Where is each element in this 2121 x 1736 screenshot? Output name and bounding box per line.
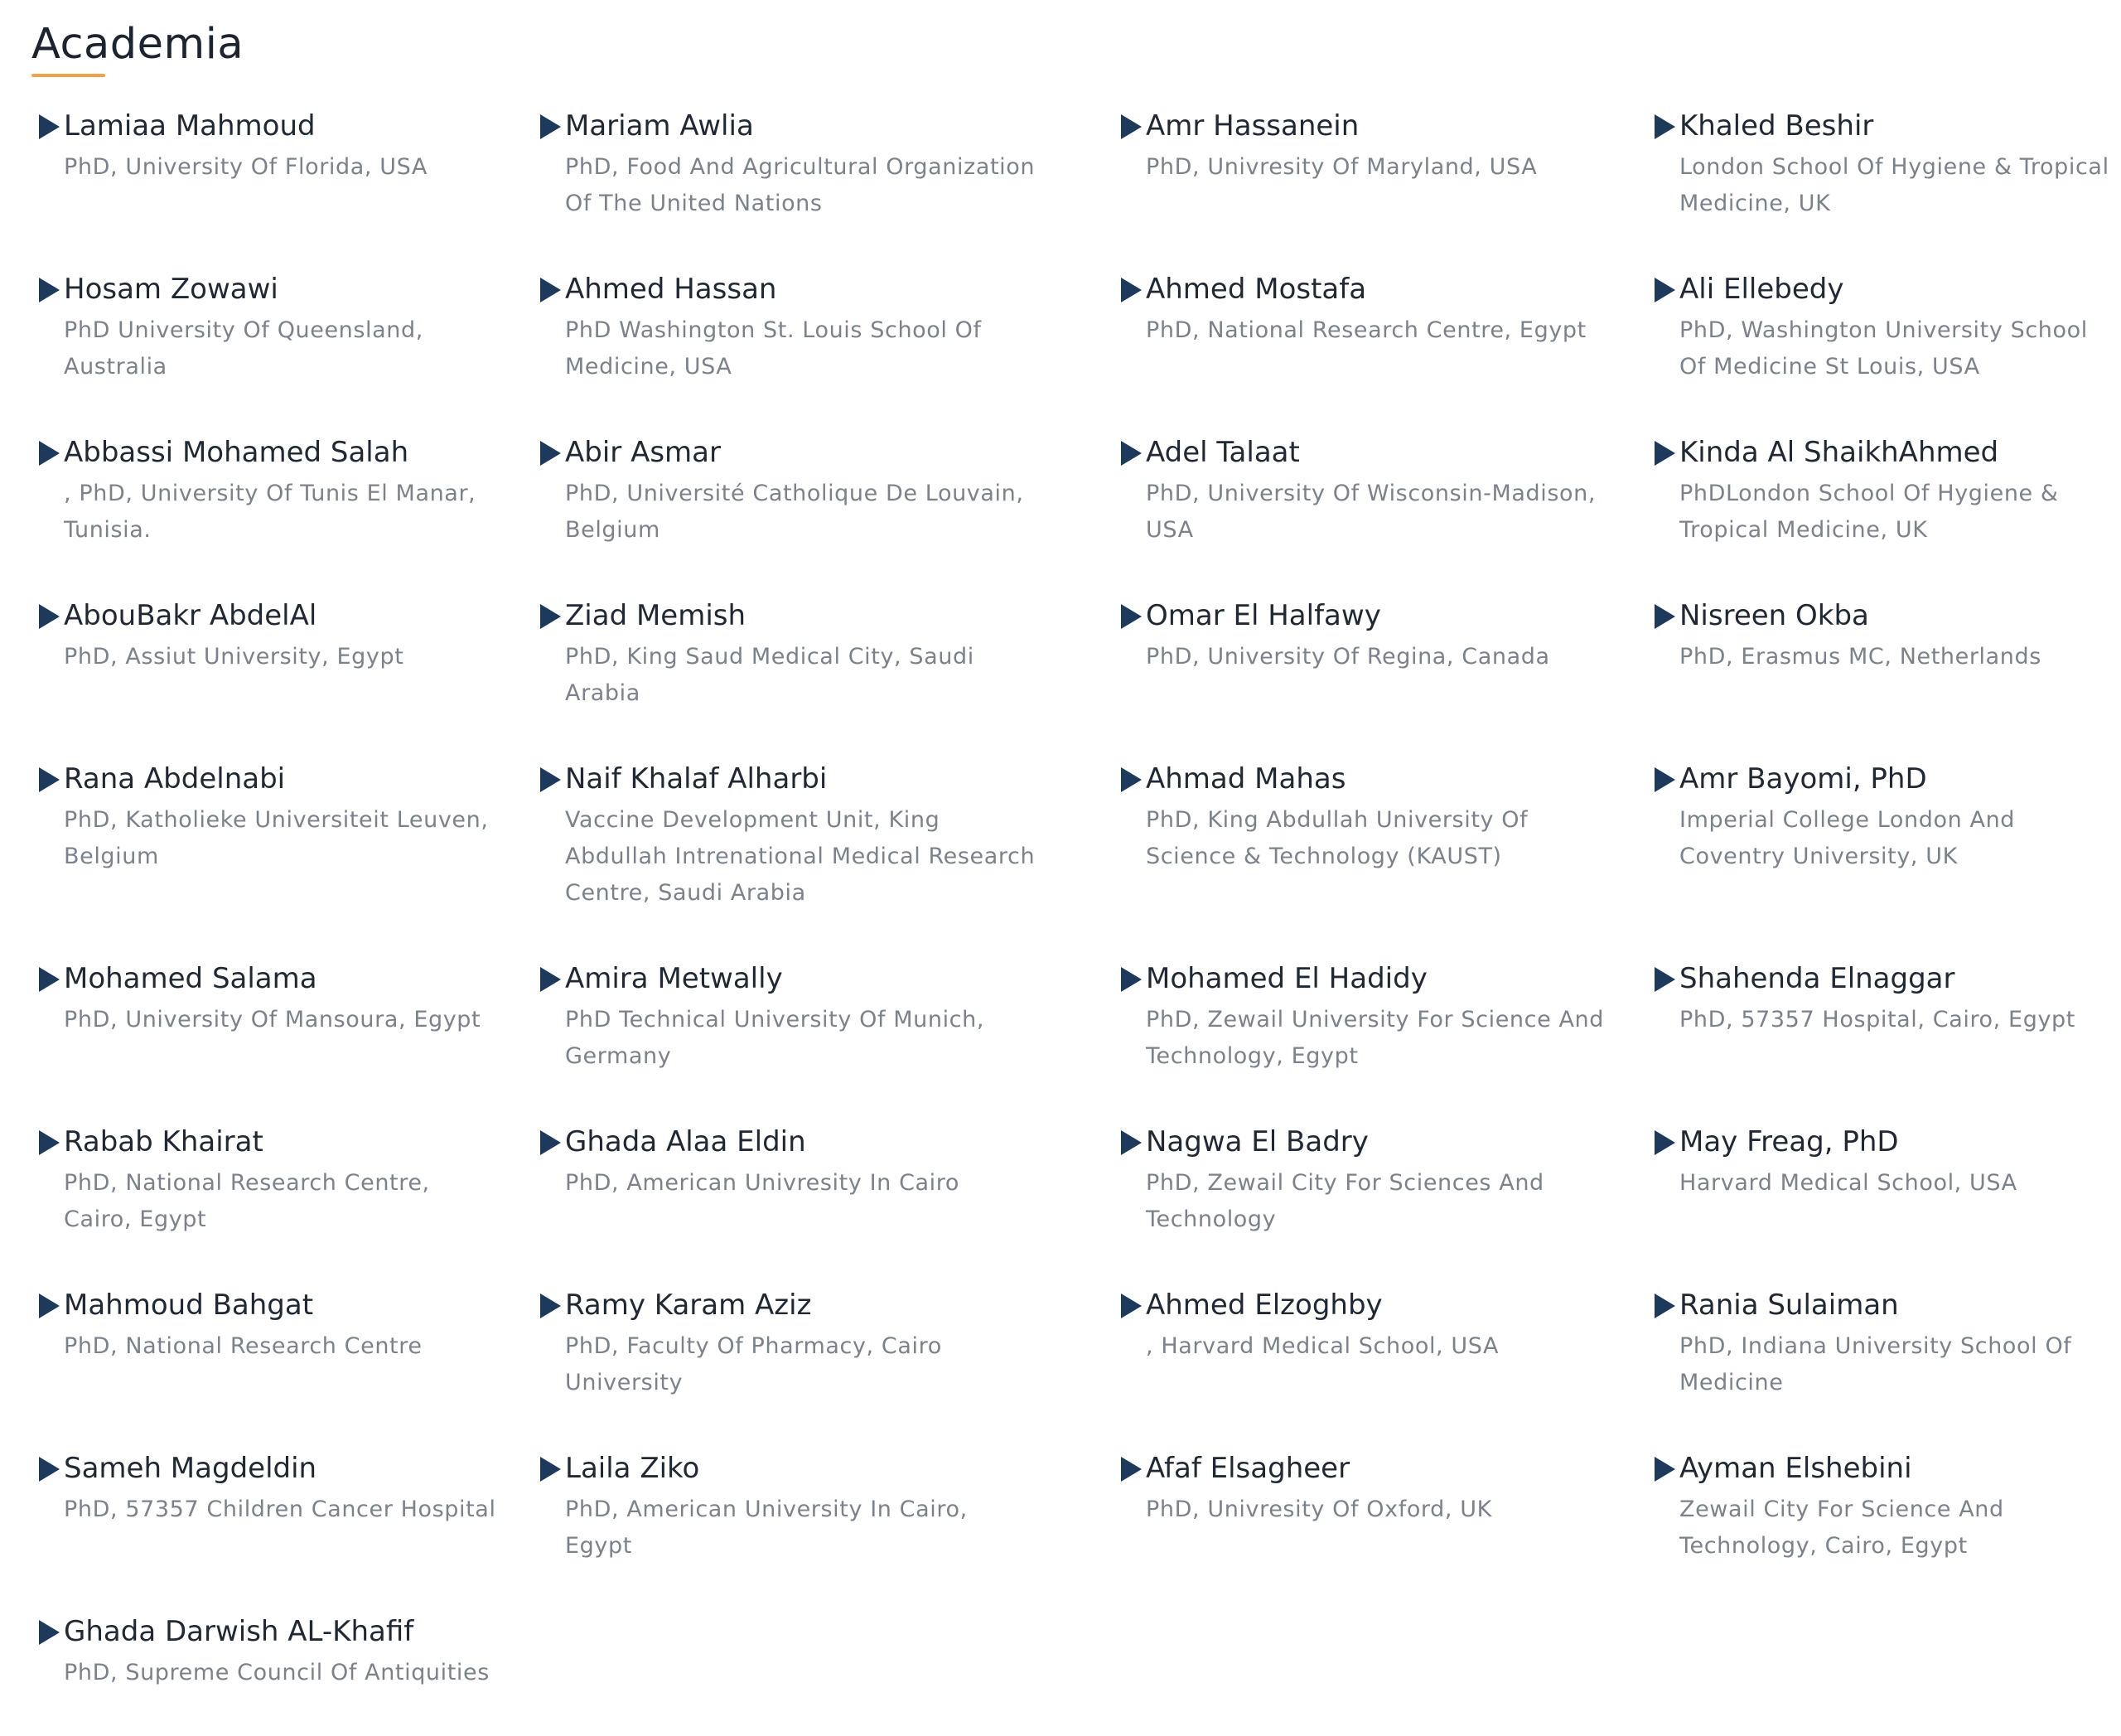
academia-entry — [1649, 960, 2113, 1038]
entry-name — [1649, 271, 2113, 307]
academia-entry — [33, 1450, 505, 1528]
entry-name-text: Adel Talaat — [1146, 436, 1300, 469]
play-arrow-icon — [540, 604, 561, 629]
academia-entry — [534, 597, 1040, 712]
academia-entry — [534, 1124, 1040, 1202]
play-arrow-icon — [1655, 1457, 1675, 1482]
play-arrow-icon — [39, 441, 60, 466]
entry-name — [33, 108, 505, 144]
entry-name-text: Naif Khalaf Alharbi — [565, 762, 828, 795]
play-arrow-icon — [1655, 1130, 1675, 1155]
entry-affiliation: PhD, Université Catholique De Louvain, Belgium — [565, 481, 1024, 543]
play-arrow-icon — [39, 1130, 60, 1155]
entry-affiliation: PhD, King Saud Medical City, Saudi Arabia — [565, 644, 974, 706]
entry-name — [33, 271, 505, 307]
academia-entry — [33, 597, 505, 675]
academia-entry — [33, 1287, 505, 1365]
entry-name — [1649, 1124, 2113, 1160]
entry-name — [534, 960, 1040, 997]
title-underline — [31, 74, 105, 77]
academia-entry — [1115, 108, 1612, 186]
entry-name-text: Amr Hassanein — [1146, 109, 1360, 143]
entry-affiliation: PhD, Food And Agricultural Organization Of The United Nations — [565, 154, 1036, 216]
play-arrow-icon — [39, 1457, 60, 1482]
entry-name-text: Rania Sulaiman — [1679, 1289, 1899, 1322]
entry-name-text: Abir Asmar — [565, 436, 721, 469]
entry-affiliation: PhD, Katholieke Universiteit Leuven, Belgium — [64, 807, 489, 869]
entry-name-text: Sameh Magdeldin — [64, 1452, 317, 1485]
entry-affiliation: PhD, American University In Cairo, Egypt — [565, 1497, 968, 1559]
play-arrow-icon — [1121, 767, 1142, 792]
entry-affiliation: PhD, Faculty Of Pharmacy, Cairo University — [565, 1333, 942, 1395]
entry-name-text: Amira Metwally — [565, 962, 783, 995]
academia-entry — [534, 1450, 1040, 1564]
page-title: Academia — [31, 20, 244, 69]
academia-entry — [1115, 434, 1612, 549]
entry-affiliation: PhD, 57357 Children Cancer Hospital — [64, 1497, 496, 1522]
entry-affiliation: PhD, Supreme Council Of Antiquities — [64, 1660, 490, 1685]
entry-name — [534, 1287, 1040, 1323]
entry-name-text: Amr Bayomi, PhD — [1679, 762, 1927, 795]
entry-affiliation: PhD, Univresity Of Maryland, USA — [1146, 154, 1538, 180]
entry-name-text: Kinda Al ShaikhAhmed — [1679, 436, 1999, 469]
entry-affiliation: PhD, Zewail University For Science And Technology, Egypt — [1146, 1007, 1604, 1069]
entry-name-text: Afaf Elsagheer — [1146, 1452, 1350, 1485]
academia-entry — [534, 761, 1040, 912]
entry-affiliation: PhD, Assiut University, Egypt — [64, 644, 404, 670]
academia-entry — [33, 434, 505, 549]
play-arrow-icon — [1121, 967, 1142, 992]
entry-affiliation: Harvard Medical School, USA — [1679, 1170, 2017, 1196]
entry-name-text: Laila Ziko — [565, 1452, 700, 1485]
play-arrow-icon — [1655, 441, 1675, 466]
play-arrow-icon — [540, 1130, 561, 1155]
academia-entry — [1115, 597, 1612, 675]
academia-entry — [33, 271, 505, 385]
entry-name — [1115, 960, 1612, 997]
entry-affiliation: , PhD, University Of Tunis El Manar, Tunisia. — [64, 481, 476, 543]
entry-name — [33, 1450, 505, 1487]
entry-name-text: Rabab Khairat — [64, 1125, 263, 1158]
entry-name — [1115, 1124, 1612, 1160]
academia-entry — [33, 1613, 505, 1691]
entry-name-text: Nagwa El Badry — [1146, 1125, 1369, 1158]
academia-entry — [1115, 271, 1612, 349]
entry-name — [1649, 108, 2113, 144]
academia-entry — [534, 960, 1040, 1075]
entry-name — [33, 1613, 505, 1650]
entry-affiliation: PhDLondon School Of Hygiene & Tropical Medicine, UK — [1679, 481, 2059, 543]
entry-affiliation: , Harvard Medical School, USA — [1146, 1333, 1500, 1359]
play-arrow-icon — [39, 1620, 60, 1645]
entry-name-text: Mohamed El Hadidy — [1146, 962, 1428, 995]
entry-affiliation: Vaccine Development Unit, King Abdullah Intrenational Medical Research Centre, Saudi Arabia — [565, 807, 1036, 906]
entry-name — [33, 434, 505, 471]
entry-name — [534, 1450, 1040, 1487]
academia-entry — [1115, 1450, 1612, 1528]
play-arrow-icon — [39, 967, 60, 992]
play-arrow-icon — [1655, 604, 1675, 629]
entry-name-text: AbouBakr AbdelAl — [64, 599, 317, 632]
entry-name — [1649, 1450, 2113, 1487]
play-arrow-icon — [540, 1294, 561, 1318]
entry-name-text: Ziad Memish — [565, 599, 746, 632]
entry-name — [1649, 761, 2113, 797]
academia-entry — [1649, 434, 2113, 549]
entry-name-text: Ayman Elshebini — [1679, 1452, 1912, 1485]
play-arrow-icon — [540, 114, 561, 139]
entry-name-text: Omar El Halfawy — [1146, 599, 1381, 632]
entry-name-text: Lamiaa Mahmoud — [64, 109, 316, 143]
play-arrow-icon — [1655, 114, 1675, 139]
entry-affiliation: London School Of Hygiene & Tropical Medicine, UK — [1679, 154, 2109, 216]
academia-entry — [1649, 1450, 2113, 1564]
entry-affiliation: PhD, National Research Centre, Egypt — [1146, 317, 1587, 343]
academia-entry — [1649, 597, 2113, 675]
entry-name — [1649, 960, 2113, 997]
academia-entry — [534, 108, 1040, 222]
play-arrow-icon — [39, 604, 60, 629]
entry-name — [534, 597, 1040, 634]
entry-name — [33, 960, 505, 997]
academia-entry — [33, 1124, 505, 1238]
play-arrow-icon — [1121, 278, 1142, 302]
entry-affiliation: PhD, American Univresity In Cairo — [565, 1170, 959, 1196]
academia-entry — [33, 960, 505, 1038]
play-arrow-icon — [39, 1294, 60, 1318]
academia-entry — [1115, 761, 1612, 875]
entry-affiliation: PhD, 57357 Hospital, Cairo, Egypt — [1679, 1007, 2075, 1032]
entry-name-text: May Freag, PhD — [1679, 1125, 1899, 1158]
entry-name-text: Ali Ellebedy — [1679, 273, 1844, 306]
play-arrow-icon — [1121, 441, 1142, 466]
entry-affiliation: Zewail City For Science And Technology, Cairo, Egypt — [1679, 1497, 2004, 1559]
academia-entry — [1649, 1124, 2113, 1202]
entry-name-text: Ahmed Hassan — [565, 273, 777, 306]
academia-entry — [1649, 271, 2113, 385]
entry-name — [33, 761, 505, 797]
play-arrow-icon — [39, 767, 60, 792]
academia-entry — [1649, 108, 2113, 222]
entry-affiliation: PhD Technical University Of Munich, Germany — [565, 1007, 985, 1069]
play-arrow-icon — [540, 1457, 561, 1482]
play-arrow-icon — [1655, 767, 1675, 792]
entry-name — [1115, 271, 1612, 307]
play-arrow-icon — [39, 114, 60, 139]
entry-name — [33, 1287, 505, 1323]
academia-entry — [1649, 1287, 2113, 1401]
play-arrow-icon — [1121, 1457, 1142, 1482]
entry-name-text: Khaled Beshir — [1679, 109, 1874, 143]
academia-entry — [1115, 960, 1612, 1075]
play-arrow-icon — [540, 767, 561, 792]
academia-entry — [1115, 1287, 1612, 1365]
entry-name-text: Mahmoud Bahgat — [64, 1289, 314, 1322]
entry-name-text: Shahenda Elnaggar — [1679, 962, 1955, 995]
entry-name — [1115, 1450, 1612, 1487]
entry-name-text: Ghada Alaa Eldin — [565, 1125, 806, 1158]
academia-entry — [534, 434, 1040, 549]
play-arrow-icon — [1121, 1130, 1142, 1155]
entry-name-text: Nisreen Okba — [1679, 599, 1869, 632]
entry-name-text: Ahmed Elzoghby — [1146, 1289, 1383, 1322]
entry-affiliation: PhD, University Of Mansoura, Egypt — [64, 1007, 481, 1032]
play-arrow-icon — [540, 967, 561, 992]
entry-name — [1115, 108, 1612, 144]
entry-affiliation: PhD, National Research Centre — [64, 1333, 423, 1359]
entry-affiliation: PhD, National Research Centre, Cairo, Egypt — [64, 1170, 430, 1232]
entry-name — [1115, 1287, 1612, 1323]
entry-name-text: Ahmad Mahas — [1146, 762, 1346, 795]
entry-name — [1115, 597, 1612, 634]
academia-entry — [534, 271, 1040, 385]
entry-affiliation: PhD, University Of Wisconsin-Madison, USA — [1146, 481, 1597, 543]
academia-entry — [33, 108, 505, 186]
entry-affiliation: PhD, Erasmus MC, Netherlands — [1679, 644, 2041, 670]
play-arrow-icon — [540, 278, 561, 302]
play-arrow-icon — [1121, 1294, 1142, 1318]
play-arrow-icon — [540, 441, 561, 466]
entry-affiliation: PhD, Zewail City For Sciences And Technology — [1146, 1170, 1544, 1232]
academia-entry — [1115, 1124, 1612, 1238]
entry-name — [1649, 1287, 2113, 1323]
entry-affiliation: PhD Washington St. Louis School Of Medicine, USA — [565, 317, 982, 380]
play-arrow-icon — [1121, 604, 1142, 629]
entry-affiliation: PhD University Of Queensland, Australia — [64, 317, 423, 380]
entry-name — [33, 597, 505, 634]
entry-name-text: Ahmed Mostafa — [1146, 273, 1367, 306]
entry-affiliation: PhD, University Of Florida, USA — [64, 154, 428, 180]
entry-name-text: Ramy Karam Aziz — [565, 1289, 812, 1322]
entry-name — [1115, 434, 1612, 471]
entry-name — [33, 1124, 505, 1160]
entry-name — [534, 434, 1040, 471]
entry-name-text: Mariam Awlia — [565, 109, 754, 143]
entry-name — [534, 108, 1040, 144]
entry-name-text: Abbassi Mohamed Salah — [64, 436, 409, 469]
entry-name-text: Rana Abdelnabi — [64, 762, 286, 795]
play-arrow-icon — [1121, 114, 1142, 139]
entry-affiliation: PhD, University Of Regina, Canada — [1146, 644, 1550, 670]
entry-name — [534, 1124, 1040, 1160]
entry-name-text: Mohamed Salama — [64, 962, 317, 995]
play-arrow-icon — [1655, 1294, 1675, 1318]
entry-name — [1649, 434, 2113, 471]
academia-entry — [1649, 761, 2113, 875]
entry-name-text: Hosam Zowawi — [64, 273, 278, 306]
entry-affiliation: PhD, Washington University School Of Medicine St Louis, USA — [1679, 317, 2088, 380]
entry-name — [534, 761, 1040, 797]
entry-name — [1115, 761, 1612, 797]
play-arrow-icon — [1655, 278, 1675, 302]
academia-entry — [33, 761, 505, 875]
play-arrow-icon — [1655, 967, 1675, 992]
entry-name — [1649, 597, 2113, 634]
play-arrow-icon — [39, 278, 60, 302]
entry-affiliation: PhD, King Abdullah University Of Science & Technology (KAUST) — [1146, 807, 1529, 869]
entry-affiliation: PhD, Univresity Of Oxford, UK — [1146, 1497, 1492, 1522]
entry-name-text: Ghada Darwish AL-Khafif — [64, 1615, 414, 1648]
entry-affiliation: Imperial College London And Coventry University, UK — [1679, 807, 2016, 869]
academia-entry — [534, 1287, 1040, 1401]
entry-name — [534, 271, 1040, 307]
entry-affiliation: PhD, Indiana University School Of Medicine — [1679, 1333, 2072, 1395]
